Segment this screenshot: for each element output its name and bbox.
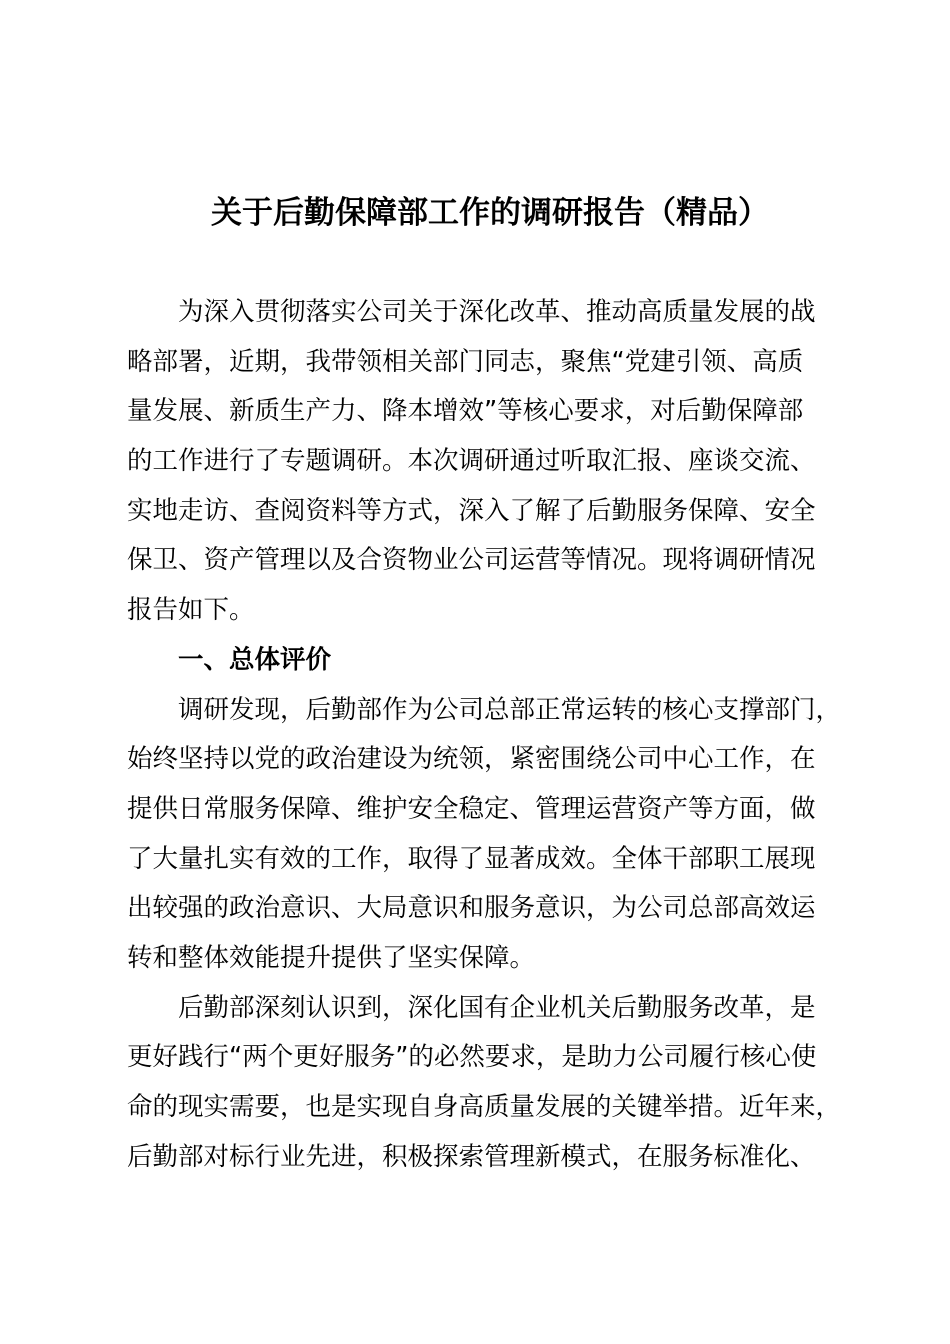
paragraph-line: 命的现实需要，也是实现自身高质量发展的关键举措。近年来，	[127, 1092, 842, 1122]
document-title: 关于后勤保障部工作的调研报告（精品）	[211, 195, 769, 231]
paragraph	[127, 288, 827, 636]
paragraph-line: 始终坚持以党的政治建设为统领，紧密围绕公司中心工作，在	[127, 744, 816, 775]
paragraph-line: 调研发现，后勤部作为公司总部正常运转的核心支撑部门，	[178, 694, 842, 725]
paragraph-line: 实地走访、查阅资料等方式，深入了解了后勤服务保障、安全	[127, 495, 816, 526]
paragraph-line: 转和整体效能提升提供了坚实保障。	[127, 942, 536, 973]
heading-text: 一、总体评价	[178, 644, 332, 675]
paragraph	[127, 984, 842, 1183]
paragraph-line: 报告如下。	[127, 595, 255, 626]
paragraph-line: 更好践行“两个更好服务”的必然要求，是助力公司履行核心使	[127, 1042, 817, 1073]
document-body	[127, 288, 842, 1182]
section-heading	[127, 636, 827, 686]
paragraph	[127, 686, 842, 984]
paragraph-line: 量发展、新质生产力、降本增效”等核心要求，对后勤保障部	[127, 396, 804, 427]
paragraph-line: 保卫、资产管理以及合资物业公司运营等情况。现将调研情况	[127, 545, 816, 576]
paragraph-line: 出较强的政治意识、大局意识和服务意识，为公司总部高效运	[127, 893, 816, 924]
paragraph-line: 了大量扎实有效的工作，取得了显著成效。全体干部职工展现	[127, 843, 816, 874]
paragraph-line: 为深入贯彻落实公司关于深化改革、推动高质量发展的战	[178, 297, 816, 327]
paragraph-line: 提供日常服务保障、维护安全稳定、管理运营资产等方面，做	[127, 793, 816, 824]
paragraph-line: 后勤部深刻认识到，深化国有企业机关后勤服务改革，是	[178, 992, 816, 1023]
paragraph-line: 后勤部对标行业先进，积极探索管理新模式，在服务标准化、	[127, 1141, 816, 1172]
paragraph-line: 的工作进行了专题调研。本次调研通过听取汇报、座谈交流、	[127, 446, 816, 477]
paragraph-line: 略部署，近期，我带领相关部门同志，聚焦“党建引领、高质	[127, 346, 804, 377]
